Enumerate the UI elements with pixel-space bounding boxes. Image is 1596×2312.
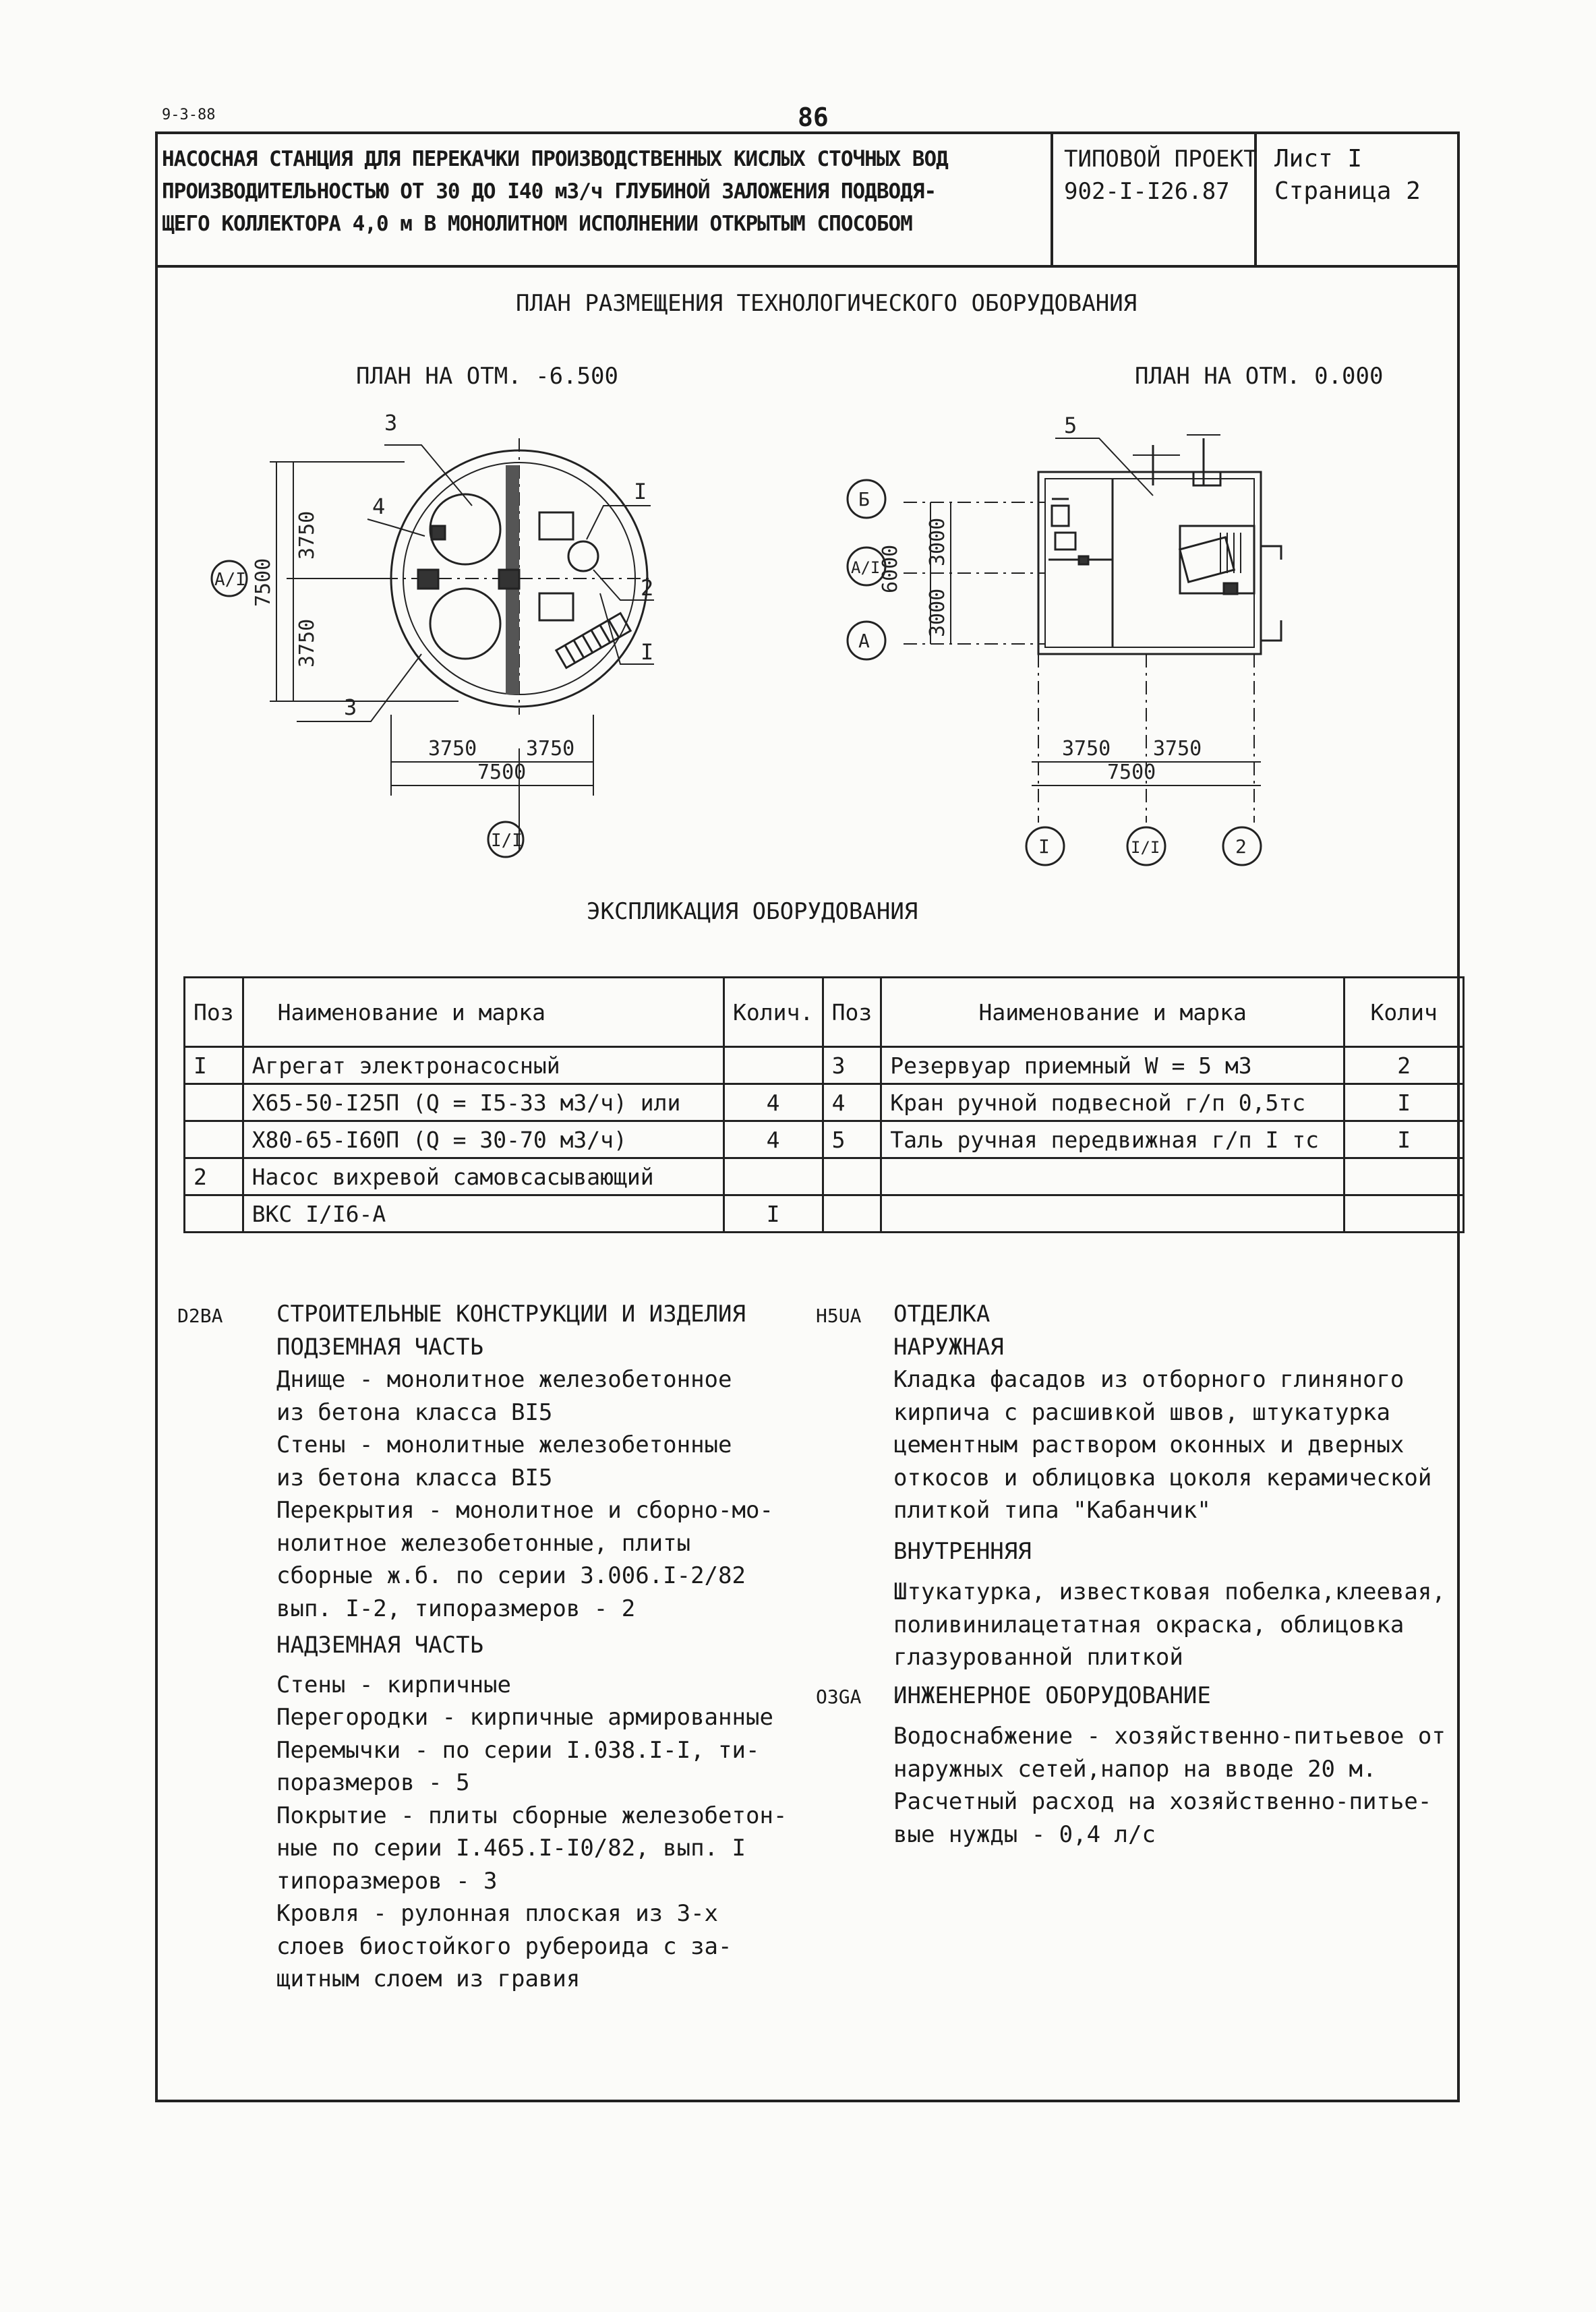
cell-qty: 4	[723, 1084, 823, 1121]
axis-a1-label: А/I	[214, 570, 246, 590]
dim-h-right: 3750	[1153, 737, 1202, 761]
title-block-sheet	[1274, 143, 1421, 208]
cell-qty: I	[723, 1195, 823, 1233]
cell-qty2	[1344, 1158, 1464, 1195]
spec-line: поливинилацетатная окраска, облицовка	[893, 1611, 1405, 1638]
header-qty2: Колич	[1344, 978, 1464, 1047]
cell-name: Х80-65-I60П (Q = 30-70 м3/ч)	[243, 1121, 723, 1158]
spec-line: НАРУЖНАЯ	[893, 1333, 1004, 1361]
spec-line: Стены - кирпичные	[276, 1671, 511, 1698]
plan-heading: ПЛАН РАЗМЕЩЕНИЯ ТЕХНОЛОГИЧЕСКОГО ОБОРУДОВАНИЯ	[516, 290, 1137, 317]
table-row	[185, 1158, 1464, 1195]
cell-name2	[881, 1158, 1344, 1195]
dim-v-total: 7500	[252, 558, 275, 607]
header-name: Наименование и марка	[243, 978, 723, 1047]
cell-qty: 4	[723, 1121, 823, 1158]
cell-name: Х65-50-I25П (Q = I5-33 м3/ч) или	[243, 1084, 723, 1121]
document-code: 9-3-88	[162, 107, 216, 123]
spec-line: глазурованной плиткой	[893, 1644, 1183, 1671]
axis-i1-label: I/I	[491, 831, 523, 851]
pos3-top-label: 3	[384, 410, 398, 436]
project-label: ТИПОВОЙ ПРОЕКТ	[1064, 146, 1258, 173]
spec-left	[276, 1298, 787, 1996]
pos1-top-label: I	[634, 479, 647, 504]
reservoir-bottom	[430, 589, 500, 659]
cell-pos: I	[185, 1047, 243, 1084]
spec-line: Перекрытия - монолитное и сборно-мо-	[276, 1497, 773, 1524]
spec-line: Днище - монолитное железобетонное	[276, 1366, 732, 1393]
cell-qty2: I	[1344, 1121, 1464, 1158]
project-number: 902-I-I26.87	[1064, 178, 1230, 205]
cell-pos2: 5	[823, 1121, 881, 1158]
spec-line: Стены - монолитные железобетонные	[276, 1431, 732, 1458]
cell-qty2: I	[1344, 1084, 1464, 1121]
spec-line: плиткой типа "Кабанчик"	[893, 1497, 1211, 1524]
dim-h-right: 3750	[526, 737, 575, 761]
cell-name2	[881, 1195, 1344, 1233]
spec-line: из бетона класса BI5	[276, 1464, 553, 1491]
spec-line: ИНЖЕНЕРНОЕ ОБОРУДОВАНИЕ	[893, 1682, 1211, 1709]
pos2-label: 2	[641, 575, 654, 601]
title-block-sep-1	[1051, 131, 1053, 266]
page-number: 86	[798, 102, 829, 132]
spec-line: Водоснабжение - хозяйственно-питьевое от	[893, 1723, 1446, 1750]
spec-line: Расчетный расход на хозяйственно-питье-	[893, 1788, 1432, 1815]
spec-line: поразмеров - 5	[276, 1769, 470, 1796]
cell-pos2: 4	[823, 1084, 881, 1121]
spec-line: слоев биостойкого рубероида с за-	[276, 1932, 732, 1960]
plan-left-caption: ПЛАН НА ОТМ. -6.500	[356, 363, 618, 390]
cell-qty	[723, 1158, 823, 1195]
spec-line: откосов и облицовка цоколя керамической	[893, 1464, 1432, 1491]
spec-line: наружных сетей,напор на вводе 20 м.	[893, 1755, 1377, 1783]
dim-h-total: 7500	[1107, 761, 1156, 784]
header-pos2: Поз	[823, 978, 881, 1047]
explication-table	[183, 976, 1465, 1233]
spec-right-code-1: H5UA	[816, 1305, 862, 1327]
header-qty: Колич.	[723, 978, 823, 1047]
dim-h-total: 7500	[477, 761, 527, 784]
dim-v-bottom: 3750	[295, 618, 319, 668]
spec-line: ОТДЕЛКА	[893, 1301, 991, 1328]
dim-v-top: 3750	[295, 510, 319, 560]
dim-h-left: 3750	[1062, 737, 1111, 761]
spec-line: вые нужды - 0,4 л/с	[893, 1820, 1156, 1848]
spec-line: Штукатурка, известковая побелка,клеевая,	[893, 1578, 1446, 1605]
title-line: ПРОИЗВОДИТЕЛЬНОСТЬЮ ОТ 30 ДО I40 м3/ч ГЛУБИНОЙ ЗАЛОЖЕНИЯ ПОДВОДЯ-	[162, 179, 937, 204]
dim-v-top: 3000	[926, 517, 949, 566]
cell-qty	[723, 1047, 823, 1084]
cell-pos: 2	[185, 1158, 243, 1195]
table-row	[185, 1084, 1464, 1121]
title-line: НАСОСНАЯ СТАНЦИЯ ДЛЯ ПЕРЕКАЧКИ ПРОИЗВОДСТВЕННЫХ КИСЛЫХ СТОЧНЫХ ВОД	[162, 147, 948, 171]
page-label: Страница 2	[1274, 177, 1421, 205]
cell-name2: Резервуар приемный W = 5 м3	[881, 1047, 1344, 1084]
cell-name: ВКС I/I6-А	[243, 1195, 723, 1233]
cell-qty2	[1344, 1195, 1464, 1233]
table-row	[185, 1195, 1464, 1233]
title-block-divider	[155, 265, 1460, 268]
axis-i1-label: I/I	[1131, 838, 1160, 857]
spec-line: типоразмеров - 3	[276, 1867, 498, 1895]
spec-line: ВНУТРЕННЯЯ	[893, 1537, 1032, 1565]
spec-line: Кровля - рулонная плоская из 3-х	[276, 1900, 719, 1927]
pos5-label: 5	[1064, 413, 1077, 438]
table-header-row	[185, 978, 1464, 1047]
header-pos: Поз	[185, 978, 243, 1047]
axis-a-label: А	[858, 630, 870, 652]
spec-left-code: D2BA	[177, 1305, 223, 1327]
spec-right-code-2: O3GA	[816, 1686, 862, 1708]
spec-line: щитным слоем из гравия	[276, 1965, 581, 1992]
cell-name: Насос вихревой самовсасывающий	[243, 1158, 723, 1195]
spec-line: кирпича с расшивкой швов, штукатурка	[893, 1398, 1390, 1426]
hoist-equipment	[1180, 526, 1254, 593]
pos3-bottom-label: 3	[344, 694, 357, 720]
spec-line: цементным раствором оконных и дверных	[893, 1431, 1405, 1458]
spec-line: Перемычки - по серии I.038.I-I, ти-	[276, 1736, 760, 1764]
header-name2: Наименование и марка	[881, 978, 1344, 1047]
title-line: ЩЕГО КОЛЛЕКТОРА 4,0 м В МОНОЛИТНОМ ИСПОЛНЕНИИ ОТКРЫТЫМ СПОСОБОМ	[162, 212, 912, 236]
axis-2-label: 2	[1235, 835, 1247, 858]
cell-pos2	[823, 1195, 881, 1233]
cell-name: Агрегат электронасосный	[243, 1047, 723, 1084]
axis-a1-label: А/I	[851, 558, 881, 577]
dim-v-total: 6000	[879, 544, 902, 593]
axis-i-label: I	[1038, 835, 1050, 858]
spec-right	[893, 1298, 1446, 1851]
table-row	[185, 1121, 1464, 1158]
spec-line: вып. I-2, типоразмеров - 2	[276, 1595, 636, 1622]
spec-line: Перегородки - кирпичные армированные	[276, 1704, 773, 1731]
plan-left-drawing	[189, 398, 674, 870]
spec-line: Покрытие - плиты сборные железобетон-	[276, 1802, 788, 1829]
sheet-number: Лист I	[1274, 145, 1363, 173]
spec-line: сборные ж.б. по серии 3.006.I-2/82	[276, 1562, 746, 1589]
title-block-title	[162, 143, 1038, 240]
cell-name2: Таль ручная передвижная г/п I тс	[881, 1121, 1344, 1158]
dim-v-bottom: 3000	[926, 588, 949, 637]
cell-pos2	[823, 1158, 881, 1195]
plan-right-caption: ПЛАН НА ОТМ. 0.000	[1135, 363, 1384, 390]
pos1-bottom-label: I	[641, 639, 654, 665]
pos4-label: 4	[372, 494, 386, 519]
cell-name2: Кран ручной подвесной г/п 0,5тс	[881, 1084, 1344, 1121]
spec-line: ные по серии I.465.I-I0/82, вып. I	[276, 1835, 746, 1862]
cell-qty2: 2	[1344, 1047, 1464, 1084]
dim-h-left: 3750	[428, 737, 477, 761]
plan-right-drawing	[816, 398, 1456, 883]
spec-line: Кладка фасадов из отборного глиняного	[893, 1366, 1405, 1393]
axis-b-label: Б	[858, 488, 870, 510]
spec-line: СТРОИТЕЛЬНЫЕ КОНСТРУКЦИИ И ИЗДЕЛИЯ	[276, 1301, 746, 1328]
spec-line: из бетона класса BI5	[276, 1398, 553, 1426]
spec-line: нолитное железобетонные, плиты	[276, 1529, 691, 1557]
cell-pos	[185, 1121, 243, 1158]
explication-heading: ЭКСПЛИКАЦИЯ ОБОРУДОВАНИЯ	[587, 898, 918, 925]
table-row	[185, 1047, 1464, 1084]
cell-pos	[185, 1195, 243, 1233]
cell-pos2: 3	[823, 1047, 881, 1084]
cell-pos	[185, 1084, 243, 1121]
spec-line: НАДЗЕМНАЯ ЧАСТЬ	[276, 1632, 484, 1659]
title-block-project	[1064, 143, 1258, 208]
spec-line: ПОДЗЕМНАЯ ЧАСТЬ	[276, 1333, 484, 1361]
